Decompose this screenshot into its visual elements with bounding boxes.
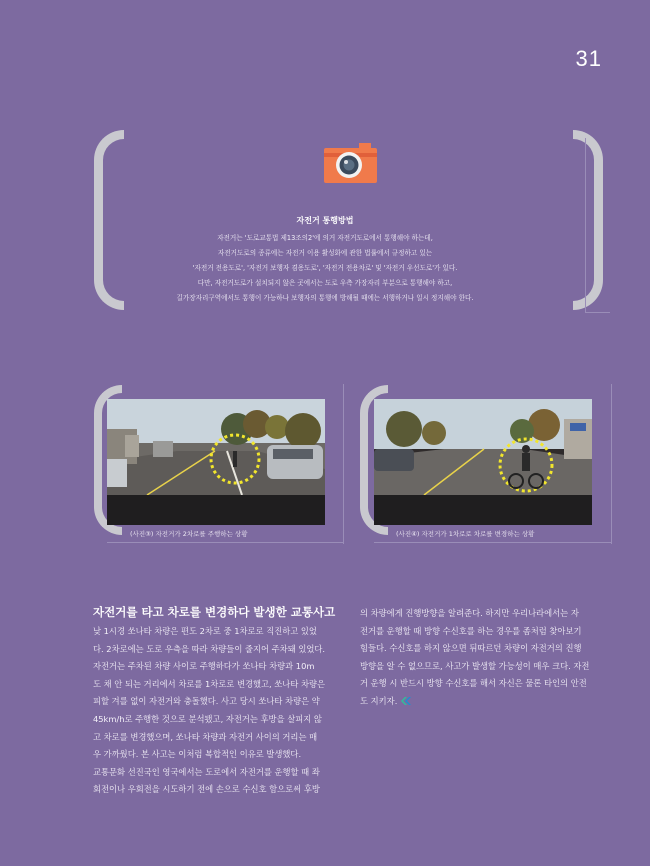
info-box-line: 다만, 자전거도로가 설치되지 않은 곳에서는 도로 우측 가장자리 부분으로 통행해야 하고,: [197, 279, 453, 287]
article-line: 피할 겨를 없이 자전거와 충돌했다. 사고 당시 쏘나타 차량은 약: [93, 696, 320, 707]
article-line: 자전거는 주차된 차량 사이로 주행하다가 쏘나타 차량과 10m: [93, 661, 315, 672]
article-line: 우 가까웠다. 본 사고는 이처럼 복합적인 이유로 발생했다.: [93, 749, 302, 760]
photo-1-guide-bottom: [107, 542, 343, 543]
info-box-line: 길가장자리구역에서도 통행이 가능하나 보행자의 통행에 방해될 때에는 서행하거나 일시 정지해야 한다.: [176, 294, 474, 302]
photo-1-guide: [343, 384, 344, 544]
article-line: 전거를 운행할 때 방향 수신호를 하는 경우를 좀처럼 찾아보기: [360, 625, 582, 636]
double-chevron-icon: [399, 697, 411, 705]
article-line: 고 차로를 변경했으며, 쏘나타 차량과 자전거 사이의 거리는 매: [93, 731, 318, 742]
photo-2-caption: (사진④) 자전거가 1차로로 차로를 변경하는 상황: [396, 530, 535, 538]
article-left-column: [93, 603, 343, 799]
article-line: 방향을 알 수 없으므로, 사고가 발생할 가능성이 매우 크다. 자전: [360, 660, 590, 671]
article-line: 도 채 안 되는 거리에서 차로를 1차로로 변경했고, 쏘나타 차량은: [93, 678, 326, 689]
article-right-column: [360, 605, 610, 711]
article-heading: 자전거를 타고 차로를 변경하다 발생한 교통사고: [93, 605, 336, 619]
info-box-title: 자전거 통행방법: [296, 216, 354, 225]
photo-2-guide: [611, 384, 612, 544]
article-line: 교통문화 선진국인 영국에서는 도로에서 자전거를 운행할 때 좌: [93, 766, 320, 777]
article-line: 힘들다. 수신호를 하지 않으면 뒤따르던 차량이 자전거의 진행: [360, 643, 582, 654]
page-number: 31: [575, 46, 602, 71]
article-line: 의 차량에게 진행방향을 알려준다. 하지만 우리나라에서는 자: [360, 608, 579, 618]
article-line-last: [360, 693, 610, 711]
photo-3-bicycle-in-lane-2: [107, 399, 325, 525]
info-box-line: 자전거는 '도로교통법 제13조의2'에 의거 자전거도로에서 통행해야 하는데,: [217, 234, 433, 242]
article-line: 낮 1시경 쏘나타 차량은 편도 2차로 중 1차로로 직진하고 있었: [93, 626, 317, 636]
info-box-line: 자전거도로의 종류에는 자전거 이용 활성화에 관한 법률에서 규정하고 있는: [217, 249, 433, 257]
info-box-text: [130, 231, 520, 306]
info-box-line: '자전거 전용도로', '자전거 보행자 겸용도로', '자전거 전용차로' 및 '자전거 우선도로'가 있다.: [192, 264, 458, 272]
article-line: 45km/h로 주행한 것으로 분석됐고, 자전거는 후방을 살피지 않: [93, 713, 322, 724]
photo-4-bicycle-changing-lane: [374, 399, 592, 525]
article-line-text: 도 지키자.: [360, 695, 398, 706]
photo-2-guide-bottom: [374, 542, 611, 543]
article-line: 다. 2차로에는 도로 우측을 따라 차량들이 줄지어 주차돼 있었다.: [93, 643, 326, 654]
article-line: 거 운행 시 반드시 방향 수신호를 해서 자신은 물론 타인의 안전: [360, 678, 587, 689]
photo-1-caption: (사진③) 자전거가 2차로를 주행하는 상황: [130, 530, 248, 538]
article-line: 회전이나 우회전을 시도하기 전에 손으로 수신호 함으로써 후방: [93, 784, 320, 795]
camera-icon: [324, 143, 377, 183]
info-box-guide-bottom: [585, 312, 610, 313]
